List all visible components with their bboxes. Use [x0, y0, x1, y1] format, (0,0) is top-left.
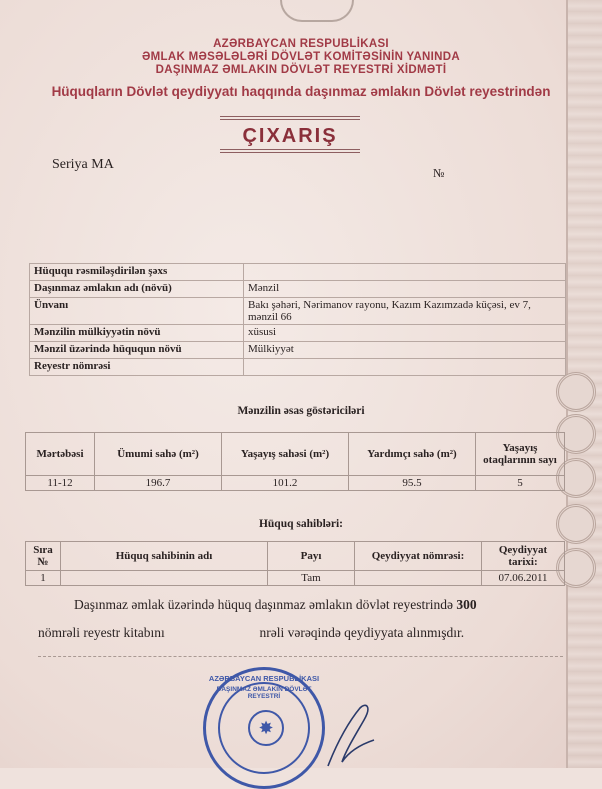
table-row — [30, 264, 566, 281]
info-label: Reyestr nömrəsi — [30, 359, 244, 376]
property-info-table — [29, 263, 566, 376]
registry-statement — [74, 597, 477, 613]
table-cell: 196.7 — [95, 476, 222, 491]
table-cell: Tam — [268, 571, 355, 586]
info-label: Daşınmaz əmlakın adı (növü) — [30, 281, 244, 298]
table-row — [30, 325, 566, 342]
table-row — [30, 359, 566, 376]
header-line-3: DAŞINMAZ ƏMLAKIN DÖVLƏT REYESTRİ XİDMƏTİ — [155, 64, 447, 76]
top-ornament — [280, 0, 354, 22]
info-value: xüsusi — [244, 325, 566, 342]
table-row — [30, 281, 566, 298]
owners-table — [25, 541, 565, 586]
title-rule-top-2 — [220, 119, 360, 120]
table-header-row — [26, 433, 565, 476]
registry-statement-line-2 — [38, 625, 464, 641]
header-line-2: ƏMLAK MƏSƏLƏLƏRİ DÖVLƏT KOMİTƏSİNİN YANINDA — [142, 51, 460, 63]
column-header: Yaşayış otaqlarının sayı — [476, 433, 565, 476]
table-row — [26, 476, 565, 491]
table-cell: 07.06.2011 — [482, 571, 565, 586]
number-label: № — [433, 166, 445, 180]
info-label: Mənzilin mülkiyyətin növü — [30, 325, 244, 342]
column-header: Hüquq sahibinin adı — [61, 542, 268, 571]
divider — [38, 656, 563, 657]
table-row — [26, 571, 565, 586]
title-rule-bottom — [220, 149, 360, 150]
info-value — [244, 359, 566, 376]
owners-section-title: Hüquq sahibləri: — [258, 518, 344, 530]
registry-book-number: 300 — [456, 597, 477, 612]
column-header: Yardımçı sahə (m²) — [349, 433, 476, 476]
info-value: Mülkiyyət — [244, 342, 566, 359]
signature-icon — [320, 700, 380, 768]
column-header: Yaşayış sahəsi (m²) — [222, 433, 349, 476]
table-cell: 95.5 — [349, 476, 476, 491]
official-seal — [203, 667, 325, 789]
table-row — [30, 342, 566, 359]
stats-section-title: Mənzilin əsas göstəriciləri — [237, 405, 365, 417]
column-header: Sıra № — [26, 542, 61, 571]
stats-table — [25, 432, 565, 491]
column-header: Ümumi sahə (m²) — [95, 433, 222, 476]
column-header: Payı — [268, 542, 355, 571]
table-cell — [61, 571, 268, 586]
table-row — [30, 298, 566, 325]
info-label: Mənzil üzərində hüququn növü — [30, 342, 244, 359]
emblem-icon: ✸ — [248, 710, 284, 746]
title-block — [220, 116, 360, 156]
seal-text: AZƏRBAYCAN RESPUBLİKASI — [208, 674, 320, 683]
info-label: Ünvanı — [30, 298, 244, 325]
registry-page-text: nrəli vərəqində qeydiyyata alınmışdır. — [259, 625, 465, 640]
header-subtitle: Hüquqların Dövlət qeydiyyatı haqqında daşınmaz əmlakın Dövlət reyestrindən — [51, 84, 551, 99]
table-cell: 11-12 — [26, 476, 95, 491]
table-cell — [355, 571, 482, 586]
registry-statement-text: Daşınmaz əmlak üzərində hüquq daşınmaz əmlakın dövlət reyestrində — [74, 597, 453, 612]
seal-inner-ring — [218, 682, 310, 774]
table-cell: 1 — [26, 571, 61, 586]
info-value: Bakı şəhəri, Nərimanov rayonu, Kazım Kazımzadə küçəsi, ev 7, mənzil 66 — [244, 298, 566, 325]
series-label: Seriya MA — [52, 157, 114, 172]
column-header: Mərtəbəsi — [26, 433, 95, 476]
document-title: ÇIXARIŞ — [242, 125, 338, 147]
table-header-row — [26, 542, 565, 571]
seal-text-2: DAŞINMAZ ƏMLAKIN DÖVLƏT REYESTRİ — [216, 686, 312, 700]
header-line-1: AZƏRBAYCAN RESPUBLİKASI — [213, 38, 389, 50]
info-label: Hüququ rəsmiləşdirilən şəxs — [30, 264, 244, 281]
column-header: Qeydiyyat nömrəsi: — [355, 542, 482, 571]
info-value: Mənzil — [244, 281, 566, 298]
table-cell: 101.2 — [222, 476, 349, 491]
table-cell: 5 — [476, 476, 565, 491]
column-header: Qeydiyyat tarixi: — [482, 542, 565, 571]
info-value — [244, 264, 566, 281]
title-rule-top — [220, 116, 360, 117]
title-rule-bottom-2 — [220, 152, 360, 153]
registry-book-text: nömrəli reyestr kitabını — [38, 625, 165, 640]
